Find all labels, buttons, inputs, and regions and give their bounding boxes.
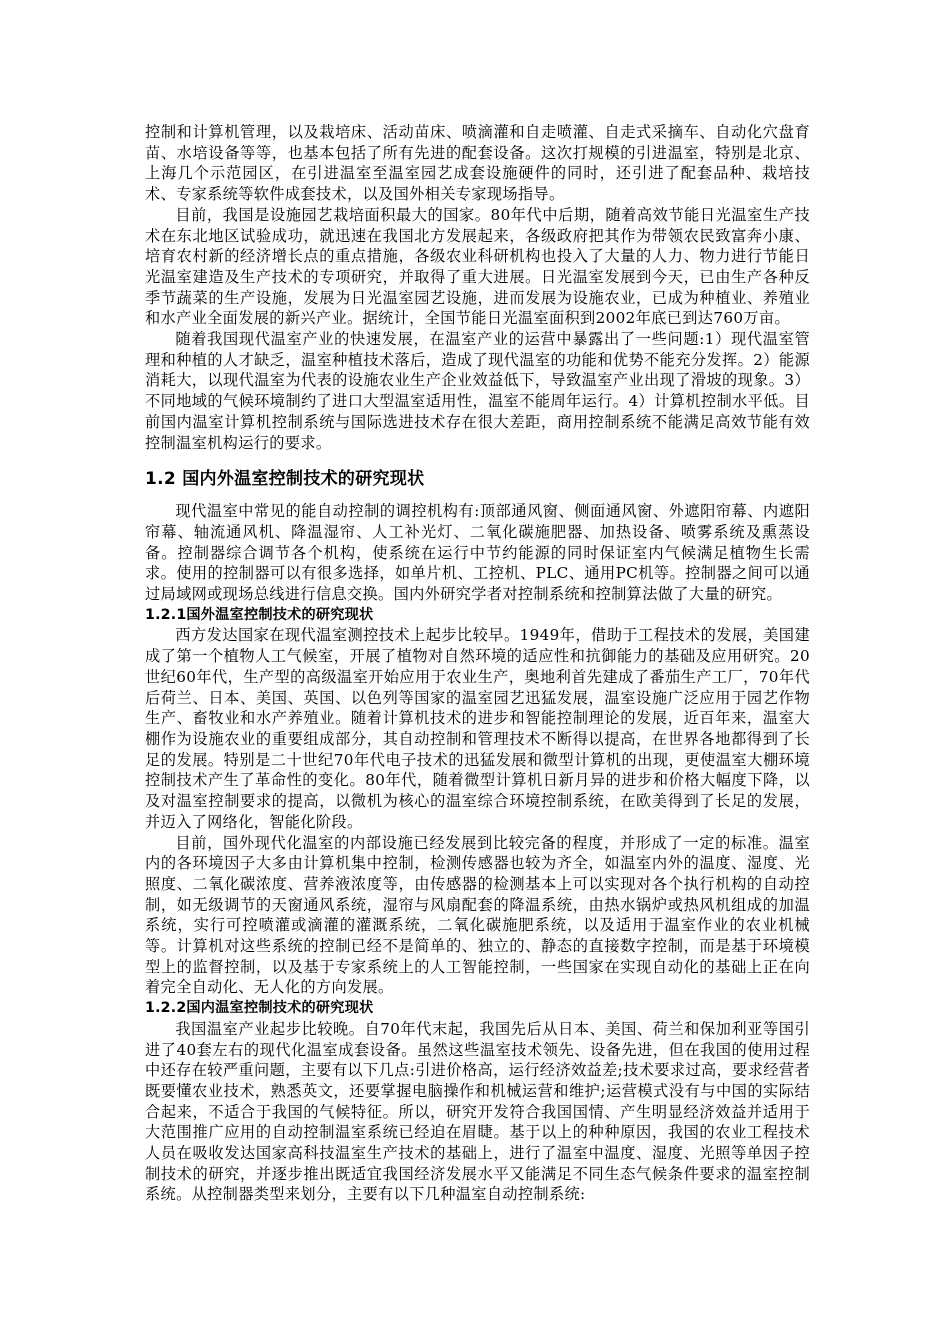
section-heading-1-2-2: 1.2.2国内温室控制技术的研究现状 bbox=[145, 1000, 374, 1017]
paragraph-intro-continuation: 控制和计算机管理，以及栽培床、活动苗床、喷滴灌和自走喷灌、自走式采摘车、自动化穴盘育苗、水培设备等等，也基本包括了所有先进的配套设备。这次打规模的引进温室，特别是北京、上海几个示范园区，在引进温室至温室园艺成套设施硬件的同时，还引进了配套品种、栽培技术、专家系统等软件成套技术，以及国外相关专家现场指导。 bbox=[145, 123, 810, 204]
paragraph-problems: 随着我国现代温室产业的快速发展，在温室产业的运营中暴露出了一些问题:1）现代温室管理和种植的人才缺乏，温室种植技术落后，造成了现代温室的功能和优势不能充分发挥。2）能源消耗大，以现代温室为代表的设施农业生产企业效益低下，导致温室产业出现了滑坡的现象。3）不同地域的气候环境制约了进口大型温室适用性，温室不能周年运行。4）计算机控制水平低。目前国内温室计算机控制系统与国际选进技术存在很大差距，商用控制系统不能满足高效节能有效控制温室机构运行的要求。 bbox=[145, 330, 810, 452]
section-heading-1-2-1: 1.2.1国外温室控制技术的研究现状 bbox=[145, 606, 374, 623]
paragraph-foreign-current: 目前，国外现代化温室的内部设施已经发展到比较完备的程度，并形成了一定的标准。温室内的各环境因子大多由计算机集中控制，检测传感器也较为齐全，如温室内外的温度、湿度、光照度、二氧化碳浓度、营养液浓度等，由传感器的检测基本上可以实现对各个执行机构的自动控制，如无级调节的天窗通风系统，湿帘与风扇配套的降温系统，由热水锅炉或热风机组成的加温系统，实行可控喷灌或滴灌的灌溉系统，二氧化碳施肥系统，以及适用于温室作业的农业机械等。计算机对这些系统的控制已经不是简单的、独立的、静态的直接数字控制，而是基于环境模型上的监督控制，以及基于专家系统上的人工智能控制，一些国家在实现自动化的基础上正在向着完全自动化、无人化的方向发展。 bbox=[145, 833, 810, 997]
paragraph-foreign-history: 西方发达国家在现代温室测控技术上起步比较早。1949年，借助于工程技术的发展，美国建成了第一个植物人工气候室，开展了植物对自然环境的适应性和抗御能力的基础及应用研究。20世纪60年代，生产型的高级温室开始应用于农业生产，奥地利首先建成了番茄生产工厂，70年代后荷兰、日本、美国、英国、以色列等国家的温室园艺迅猛发展，温室设施广泛应用于园艺作物生产、畜牧业和水产养殖业。随着计算机技术的进步和智能控制理论的发展，近百年来，温室大棚作为设施农业的重要组成部分，其自动控制和管理技术不断得以提高，在世界各地都得到了长足的发展。特别是二十世纪70年代电子技术的迅猛发展和微型计算机的出现，更使温室大棚环境控制技术产生了革命性的变化。80年代，随着微型计算机日新月异的进步和价格大幅度下降，以及对温室控制要求的提高，以微机为核心的温室综合环境控制系统，在欧美得到了长足的发展，并迈入了网络化，智能化阶段。 bbox=[145, 626, 810, 831]
section-heading-1-2: 1.2 国内外温室控制技术的研究现状 bbox=[145, 469, 425, 490]
page-content bbox=[145, 122, 810, 1205]
paragraph-control-mechanisms: 现代温室中常见的能自动控制的调控机构有:顶部通风窗、侧面通风窗、外遮阳帘幕、内遮阳帘幕、轴流通风机、降温湿帘、人工补光灯、二氧化碳施肥器、加热设备、喷雾系统及熏蒸设备。控制器综合调节各个机构，使系统在运行中节约能源的同时保证室内气候满足植物生长需求。使用的控制器可以有很多选择，如单片机、工控机、PLC、通用PC机等。控制器之间可以通过局域网或现场总线进行信息交换。国内外研究学者对控制系统和控制算法做了大量的研究。 bbox=[145, 502, 810, 604]
paragraph-domestic: 我国温室产业起步比较晚。自70年代末起，我国先后从日本、美国、荷兰和保加利亚等国引进了40套左右的现代化温室成套设备。虽然这些温室技术领先、设备先进，但在我国的使用过程中还存在较严重问题，主要有以下几点:引进价格高，运行经济效益差;技术要求过高，要求经营者既要懂农业技术，熟悉英文，还要掌握电脑操作和机械运营和维护;运营模式没有与中国的实际结合起来，不适合于我国的气候特征。所以，研究开发符合我国国情、产生明显经济效益并适用于大范围推广应用的自动控制温室系统已经迫在眉睫。基于以上的种种原因，我国的农业工程技术人员在吸收发达国家高科技温室生产技术的基础上，进行了温室中温度、湿度、光照等单因子控制技术的研究，并逐步推出既适宜我国经济发展水平又能满足不同生态气候条件要求的温室控制系统。从控制器类型来划分，主要有以下几种温室自动控制系统: bbox=[145, 1019, 810, 1204]
paragraph-china-area: 目前，我国是设施园艺栽培面积最大的国家。80年代中后期，随着高效节能日光温室生产技术在东北地区试验成功，就迅速在我国北方发展起来，各级政府把其作为带领农民致富奔小康、培育农村新的经济增长点的重点措施，各级农业科研机构也投入了大量的人力、物力进行节能日光温室建造及生产技术的专项研究，并取得了重大进展。日光温室发展到今天，已由生产各种反季节蔬菜的生产设施，发展为日光温室园艺设施，进而发展为设施农业，已成为种植业、养殖业和水产业全面发展的新兴产业。据统计，全国节能日光温室面积到2002年底已到达760万亩。 bbox=[145, 205, 810, 328]
